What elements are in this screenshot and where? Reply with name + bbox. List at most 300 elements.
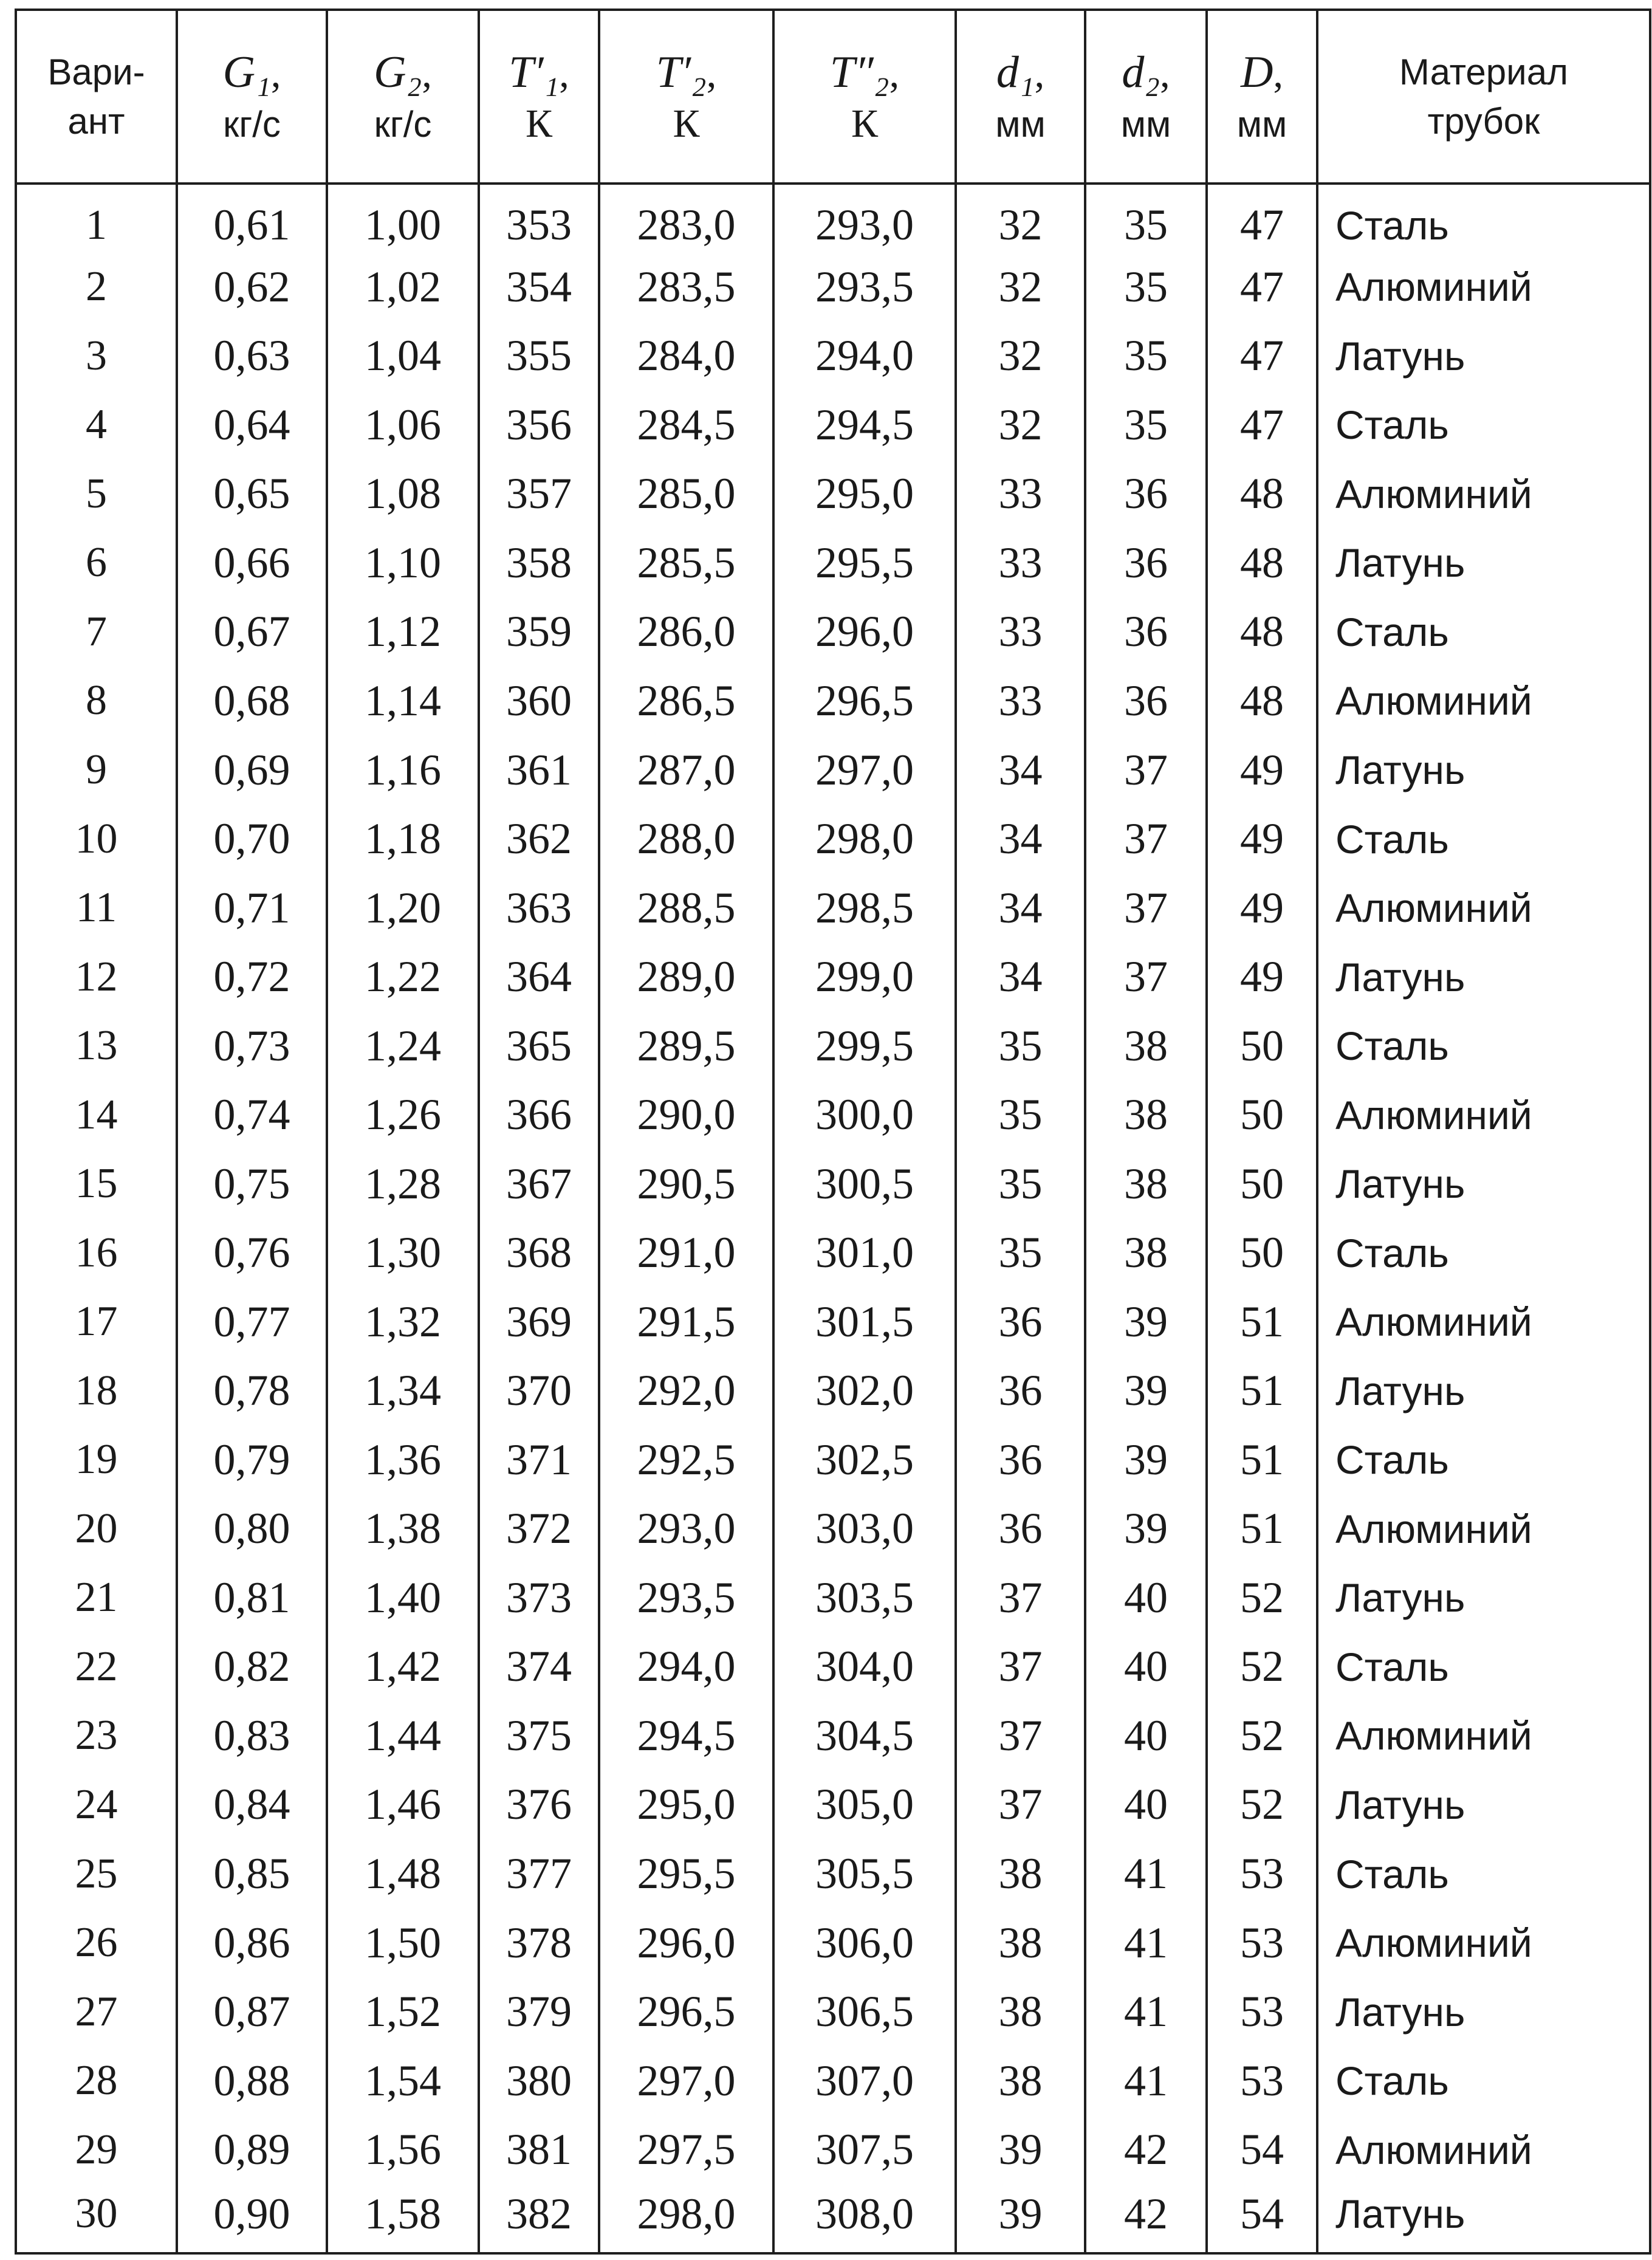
table-row [16, 1564, 1650, 1633]
cell-material: Алюминий [1317, 1080, 1650, 1150]
cell-t2-double-prime: 295,5 [773, 529, 956, 598]
cell-t2-prime: 295,0 [599, 1770, 773, 1839]
cell-d2: 40 [1085, 1770, 1207, 1839]
cell-t1-prime: 361 [479, 735, 599, 805]
cell-outer-diameter: 52 [1207, 1564, 1317, 1633]
cell-t2-prime: 284,5 [599, 391, 773, 460]
cell-d2: 42 [1085, 2184, 1207, 2253]
header-g2-symbol: G₂ [374, 47, 422, 97]
cell-t2-prime: 290,0 [599, 1080, 773, 1150]
cell-d2: 38 [1085, 1149, 1207, 1218]
cell-t2-prime: 298,0 [599, 2184, 773, 2253]
table-row [16, 1011, 1650, 1080]
cell-d2: 40 [1085, 1564, 1207, 1633]
cell-t2-double-prime: 298,0 [773, 805, 956, 874]
table-row [16, 1426, 1650, 1495]
cell-t2-prime: 286,5 [599, 667, 773, 736]
table-header-row [16, 10, 1650, 184]
cell-d1: 35 [956, 1149, 1085, 1218]
cell-d2: 41 [1085, 1908, 1207, 1977]
cell-variant: 13 [16, 1011, 177, 1080]
header-outer-diameter-unit: мм [1236, 103, 1287, 145]
cell-d1: 35 [956, 1011, 1085, 1080]
cell-t1-prime: 354 [479, 253, 599, 322]
cell-t1-prime: 353 [479, 184, 599, 253]
cell-material: Алюминий [1317, 1288, 1650, 1357]
cell-g2: 1,42 [327, 1632, 479, 1702]
cell-g2: 1,20 [327, 873, 479, 943]
cell-t2-double-prime: 301,0 [773, 1218, 956, 1288]
cell-t2-double-prime: 295,0 [773, 459, 956, 529]
cell-t1-prime: 355 [479, 321, 599, 391]
cell-t2-double-prime: 304,5 [773, 1702, 956, 1771]
cell-material: Сталь [1317, 1632, 1650, 1702]
cell-t1-prime: 371 [479, 1426, 599, 1495]
cell-t2-double-prime: 293,0 [773, 184, 956, 253]
cell-g2: 1,08 [327, 459, 479, 529]
header-d1-symbol: d₁ [996, 47, 1035, 97]
cell-t1-prime: 359 [479, 597, 599, 667]
cell-material: Сталь [1317, 391, 1650, 460]
table-row [16, 459, 1650, 529]
cell-material: Латунь [1317, 1977, 1650, 2047]
cell-outer-diameter: 52 [1207, 1770, 1317, 1839]
cell-g2: 1,40 [327, 1564, 479, 1633]
cell-d1: 38 [956, 1839, 1085, 1909]
cell-t2-double-prime: 308,0 [773, 2184, 956, 2253]
cell-t1-prime: 377 [479, 1839, 599, 1909]
cell-outer-diameter: 51 [1207, 1288, 1317, 1357]
header-g1-unit: кг/с [223, 103, 281, 145]
cell-d1: 37 [956, 1770, 1085, 1839]
cell-variant: 5 [16, 459, 177, 529]
cell-t2-double-prime: 298,5 [773, 873, 956, 943]
cell-d1: 35 [956, 1080, 1085, 1150]
cell-t1-prime: 357 [479, 459, 599, 529]
table-row [16, 1908, 1650, 1977]
cell-t2-double-prime: 303,0 [773, 1494, 956, 1564]
table-row [16, 667, 1650, 736]
cell-g2: 1,22 [327, 943, 479, 1012]
cell-outer-diameter: 52 [1207, 1702, 1317, 1771]
header-d1-comma: , [1034, 51, 1045, 96]
cell-t2-prime: 288,5 [599, 873, 773, 943]
cell-t2-double-prime: 296,5 [773, 667, 956, 736]
cell-d2: 37 [1085, 943, 1207, 1012]
cell-t2-double-prime: 306,5 [773, 1977, 956, 2047]
cell-d1: 37 [956, 1702, 1085, 1771]
cell-t2-prime: 284,0 [599, 321, 773, 391]
cell-g2: 1,54 [327, 2046, 479, 2115]
cell-material: Сталь [1317, 1218, 1650, 1288]
cell-material: Сталь [1317, 1426, 1650, 1495]
table-row [16, 1218, 1650, 1288]
cell-d2: 42 [1085, 2115, 1207, 2185]
cell-g1: 0,77 [177, 1288, 327, 1357]
cell-outer-diameter: 54 [1207, 2115, 1317, 2185]
cell-t2-double-prime: 302,0 [773, 1356, 956, 1426]
cell-g2: 1,18 [327, 805, 479, 874]
cell-d2: 35 [1085, 253, 1207, 322]
cell-d2: 40 [1085, 1702, 1207, 1771]
cell-t2-prime: 296,5 [599, 1977, 773, 2047]
cell-g2: 1,56 [327, 2115, 479, 2185]
cell-g1: 0,86 [177, 1908, 327, 1977]
cell-t1-prime: 381 [479, 2115, 599, 2185]
cell-d1: 39 [956, 2184, 1085, 2253]
cell-g1: 0,73 [177, 1011, 327, 1080]
table-row [16, 1702, 1650, 1771]
cell-outer-diameter: 50 [1207, 1149, 1317, 1218]
cell-material: Алюминий [1317, 667, 1650, 736]
cell-g1: 0,68 [177, 667, 327, 736]
cell-variant: 30 [16, 2184, 177, 2253]
cell-t2-double-prime: 301,5 [773, 1288, 956, 1357]
cell-t2-prime: 294,0 [599, 1632, 773, 1702]
cell-variant: 29 [16, 2115, 177, 2185]
cell-d2: 37 [1085, 873, 1207, 943]
cell-g1: 0,82 [177, 1632, 327, 1702]
cell-g2: 1,36 [327, 1426, 479, 1495]
cell-outer-diameter: 53 [1207, 1839, 1317, 1909]
cell-material: Латунь [1317, 1356, 1650, 1426]
cell-variant: 15 [16, 1149, 177, 1218]
cell-d2: 37 [1085, 735, 1207, 805]
cell-d1: 34 [956, 805, 1085, 874]
cell-d1: 32 [956, 253, 1085, 322]
cell-t1-prime: 366 [479, 1080, 599, 1150]
cell-d2: 35 [1085, 184, 1207, 253]
cell-material: Алюминий [1317, 1494, 1650, 1564]
cell-g2: 1,50 [327, 1908, 479, 1977]
cell-material: Алюминий [1317, 1908, 1650, 1977]
cell-d1: 32 [956, 184, 1085, 253]
cell-variant: 9 [16, 735, 177, 805]
table-row [16, 735, 1650, 805]
cell-g1: 0,67 [177, 597, 327, 667]
cell-t2-prime: 297,5 [599, 2115, 773, 2185]
cell-d2: 39 [1085, 1356, 1207, 1426]
cell-g2: 1,32 [327, 1288, 479, 1357]
header-d2-symbol: d₂ [1122, 47, 1160, 97]
cell-variant: 2 [16, 253, 177, 322]
cell-t2-prime: 283,5 [599, 253, 773, 322]
cell-d2: 39 [1085, 1288, 1207, 1357]
header-variant [16, 10, 177, 184]
cell-t2-prime: 289,5 [599, 1011, 773, 1080]
cell-variant: 20 [16, 1494, 177, 1564]
table-row [16, 2046, 1650, 2115]
table-row [16, 1494, 1650, 1564]
cell-t2-prime: 293,5 [599, 1564, 773, 1633]
cell-t1-prime: 369 [479, 1288, 599, 1357]
table-row [16, 321, 1650, 391]
cell-material: Латунь [1317, 1564, 1650, 1633]
cell-outer-diameter: 48 [1207, 529, 1317, 598]
cell-g2: 1,46 [327, 1770, 479, 1839]
cell-d1: 37 [956, 1564, 1085, 1633]
table-row [16, 1356, 1650, 1426]
cell-outer-diameter: 50 [1207, 1218, 1317, 1288]
cell-g2: 1,38 [327, 1494, 479, 1564]
cell-d2: 36 [1085, 529, 1207, 598]
cell-t2-prime: 286,0 [599, 597, 773, 667]
cell-g2: 1,30 [327, 1218, 479, 1288]
cell-d2: 38 [1085, 1218, 1207, 1288]
cell-outer-diameter: 53 [1207, 2046, 1317, 2115]
header-t2-double-prime-unit: К [851, 101, 879, 146]
cell-outer-diameter: 47 [1207, 321, 1317, 391]
header-outer-diameter-comma: , [1273, 51, 1283, 96]
cell-t1-prime: 364 [479, 943, 599, 1012]
header-t2-double-prime-comma: , [889, 51, 900, 96]
cell-g2: 1,58 [327, 2184, 479, 2253]
cell-g2: 1,12 [327, 597, 479, 667]
cell-material: Алюминий [1317, 2115, 1650, 2185]
cell-g2: 1,48 [327, 1839, 479, 1909]
cell-d1: 34 [956, 943, 1085, 1012]
cell-material: Алюминий [1317, 459, 1650, 529]
cell-d2: 38 [1085, 1011, 1207, 1080]
cell-d1: 34 [956, 735, 1085, 805]
cell-t1-prime: 360 [479, 667, 599, 736]
cell-d1: 38 [956, 2046, 1085, 2115]
cell-g2: 1,34 [327, 1356, 479, 1426]
cell-variant: 24 [16, 1770, 177, 1839]
cell-material: Алюминий [1317, 873, 1650, 943]
cell-t1-prime: 365 [479, 1011, 599, 1080]
header-t1-prime-comma: , [559, 51, 569, 96]
table-body [16, 184, 1650, 2253]
cell-g2: 1,04 [327, 321, 479, 391]
cell-d1: 36 [956, 1288, 1085, 1357]
cell-outer-diameter: 54 [1207, 2184, 1317, 2253]
cell-t1-prime: 356 [479, 391, 599, 460]
cell-d2: 35 [1085, 321, 1207, 391]
cell-g1: 0,85 [177, 1839, 327, 1909]
cell-g1: 0,74 [177, 1080, 327, 1150]
cell-t2-double-prime: 299,5 [773, 1011, 956, 1080]
cell-outer-diameter: 51 [1207, 1426, 1317, 1495]
cell-outer-diameter: 50 [1207, 1080, 1317, 1150]
header-t1-prime [479, 10, 599, 184]
cell-d1: 33 [956, 597, 1085, 667]
cell-g1: 0,80 [177, 1494, 327, 1564]
header-d2-comma: , [1160, 51, 1170, 96]
cell-g1: 0,62 [177, 253, 327, 322]
cell-g1: 0,63 [177, 321, 327, 391]
cell-outer-diameter: 53 [1207, 1977, 1317, 2047]
cell-variant: 12 [16, 943, 177, 1012]
cell-d1: 38 [956, 1977, 1085, 2047]
cell-t2-prime: 292,0 [599, 1356, 773, 1426]
table-row [16, 1080, 1650, 1150]
cell-t2-prime: 295,5 [599, 1839, 773, 1909]
cell-outer-diameter: 49 [1207, 873, 1317, 943]
header-g1-comma: , [270, 51, 281, 96]
cell-outer-diameter: 52 [1207, 1632, 1317, 1702]
cell-outer-diameter: 49 [1207, 805, 1317, 874]
cell-g2: 1,02 [327, 253, 479, 322]
cell-t1-prime: 362 [479, 805, 599, 874]
table-row [16, 1839, 1650, 1909]
cell-d1: 32 [956, 391, 1085, 460]
cell-d2: 41 [1085, 2046, 1207, 2115]
cell-d1: 32 [956, 321, 1085, 391]
cell-variant: 4 [16, 391, 177, 460]
cell-d2: 40 [1085, 1632, 1207, 1702]
cell-g1: 0,71 [177, 873, 327, 943]
cell-material: Латунь [1317, 1770, 1650, 1839]
cell-d1: 33 [956, 459, 1085, 529]
cell-d1: 36 [956, 1426, 1085, 1495]
cell-material: Сталь [1317, 805, 1650, 874]
cell-variant: 19 [16, 1426, 177, 1495]
cell-d2: 41 [1085, 1839, 1207, 1909]
cell-variant: 21 [16, 1564, 177, 1633]
cell-d1: 33 [956, 529, 1085, 598]
cell-d2: 39 [1085, 1494, 1207, 1564]
table-row [16, 1288, 1650, 1357]
header-d2-unit: мм [1120, 103, 1171, 145]
cell-t2-prime: 290,5 [599, 1149, 773, 1218]
cell-g1: 0,64 [177, 391, 327, 460]
header-variant-line1: Вари- [47, 52, 145, 93]
cell-outer-diameter: 48 [1207, 667, 1317, 736]
cell-g2: 1,00 [327, 184, 479, 253]
cell-t2-double-prime: 305,5 [773, 1839, 956, 1909]
cell-outer-diameter: 49 [1207, 735, 1317, 805]
cell-variant: 16 [16, 1218, 177, 1288]
cell-t2-double-prime: 307,0 [773, 2046, 956, 2115]
cell-g1: 0,72 [177, 943, 327, 1012]
cell-d1: 37 [956, 1632, 1085, 1702]
cell-t2-double-prime: 302,5 [773, 1426, 956, 1495]
cell-variant: 28 [16, 2046, 177, 2115]
cell-variant: 14 [16, 1080, 177, 1150]
header-d1 [956, 10, 1085, 184]
header-outer-diameter-symbol: D [1241, 47, 1273, 97]
cell-material: Латунь [1317, 321, 1650, 391]
cell-g2: 1,16 [327, 735, 479, 805]
cell-t2-double-prime: 306,0 [773, 1908, 956, 1977]
table-row [16, 2184, 1650, 2253]
cell-g1: 0,65 [177, 459, 327, 529]
cell-material: Алюминий [1317, 1702, 1650, 1771]
cell-outer-diameter: 51 [1207, 1494, 1317, 1564]
cell-material: Латунь [1317, 529, 1650, 598]
cell-g2: 1,14 [327, 667, 479, 736]
cell-g1: 0,83 [177, 1702, 327, 1771]
cell-g1: 0,84 [177, 1770, 327, 1839]
cell-t1-prime: 363 [479, 873, 599, 943]
cell-d2: 35 [1085, 391, 1207, 460]
cell-d1: 33 [956, 667, 1085, 736]
header-t2-prime-unit: К [673, 101, 700, 146]
header-tube-material-line2: трубок [1427, 101, 1540, 142]
cell-t1-prime: 372 [479, 1494, 599, 1564]
cell-variant: 26 [16, 1908, 177, 1977]
cell-g2: 1,10 [327, 529, 479, 598]
cell-t2-double-prime: 305,0 [773, 1770, 956, 1839]
table-row [16, 1632, 1650, 1702]
table-row [16, 253, 1650, 322]
table-row [16, 597, 1650, 667]
cell-material: Сталь [1317, 597, 1650, 667]
cell-variant: 23 [16, 1702, 177, 1771]
cell-t2-prime: 291,5 [599, 1288, 773, 1357]
header-d2 [1085, 10, 1207, 184]
cell-g2: 1,06 [327, 391, 479, 460]
document-page [15, 9, 1649, 2255]
cell-outer-diameter: 49 [1207, 943, 1317, 1012]
cell-t2-double-prime: 300,5 [773, 1149, 956, 1218]
cell-variant: 1 [16, 184, 177, 253]
cell-g1: 0,76 [177, 1218, 327, 1288]
cell-t2-double-prime: 299,0 [773, 943, 956, 1012]
header-t2-double-prime [773, 10, 956, 184]
cell-d2: 36 [1085, 667, 1207, 736]
header-g2-comma: , [422, 51, 432, 96]
cell-material: Латунь [1317, 2184, 1650, 2253]
cell-t2-double-prime: 303,5 [773, 1564, 956, 1633]
cell-material: Сталь [1317, 1011, 1650, 1080]
cell-outer-diameter: 47 [1207, 184, 1317, 253]
cell-t2-double-prime: 297,0 [773, 735, 956, 805]
header-tube-material-line1: Материал [1399, 52, 1569, 93]
cell-variant: 25 [16, 1839, 177, 1909]
cell-t1-prime: 374 [479, 1632, 599, 1702]
table-row [16, 1149, 1650, 1218]
cell-d1: 35 [956, 1218, 1085, 1288]
cell-t2-prime: 289,0 [599, 943, 773, 1012]
cell-d2: 36 [1085, 459, 1207, 529]
header-t2-prime-comma: , [706, 51, 717, 96]
table-row [16, 529, 1650, 598]
cell-t1-prime: 370 [479, 1356, 599, 1426]
header-t1-prime-symbol: T′₁ [509, 47, 560, 97]
cell-variant: 6 [16, 529, 177, 598]
table-row [16, 2115, 1650, 2185]
cell-t1-prime: 376 [479, 1770, 599, 1839]
cell-d1: 36 [956, 1494, 1085, 1564]
cell-t2-prime: 285,0 [599, 459, 773, 529]
cell-d1: 39 [956, 2115, 1085, 2185]
cell-material: Латунь [1317, 735, 1650, 805]
cell-d2: 38 [1085, 1080, 1207, 1150]
cell-t2-prime: 285,5 [599, 529, 773, 598]
cell-outer-diameter: 47 [1207, 253, 1317, 322]
cell-outer-diameter: 47 [1207, 391, 1317, 460]
cell-material: Алюминий [1317, 253, 1650, 322]
header-t2-double-prime-symbol: T″₂ [829, 47, 889, 97]
cell-t1-prime: 358 [479, 529, 599, 598]
cell-material: Сталь [1317, 1839, 1650, 1909]
cell-variant: 18 [16, 1356, 177, 1426]
cell-variant: 17 [16, 1288, 177, 1357]
cell-variant: 27 [16, 1977, 177, 2047]
cell-g1: 0,88 [177, 2046, 327, 2115]
header-g2-unit: кг/с [374, 103, 432, 145]
cell-t2-prime: 293,0 [599, 1494, 773, 1564]
header-d1-unit: мм [995, 103, 1046, 145]
cell-material: Латунь [1317, 1149, 1650, 1218]
header-variant-line2: ант [67, 101, 125, 142]
cell-t2-prime: 287,0 [599, 735, 773, 805]
cell-outer-diameter: 48 [1207, 459, 1317, 529]
cell-t2-prime: 294,5 [599, 1702, 773, 1771]
cell-t2-double-prime: 304,0 [773, 1632, 956, 1702]
